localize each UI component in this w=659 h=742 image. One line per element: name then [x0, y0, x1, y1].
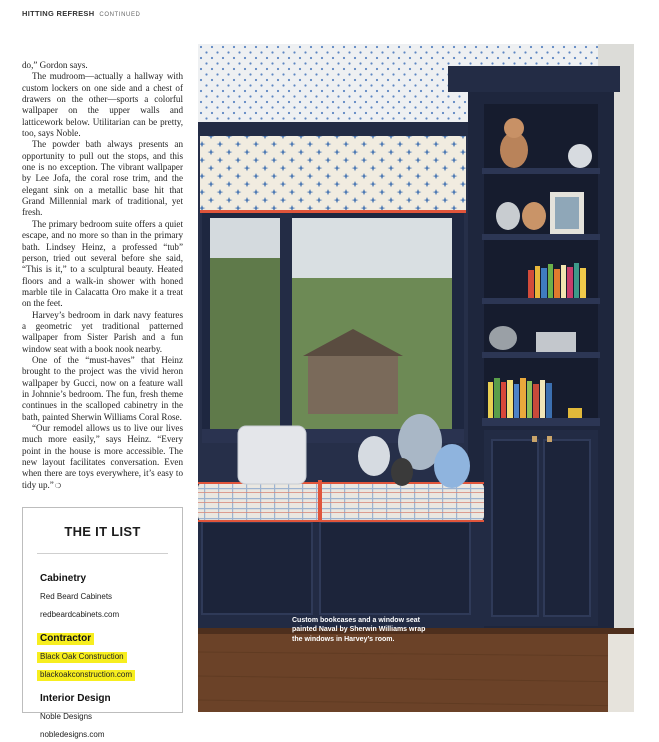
paragraph: One of the “must-haves” that Heinz brought to the project was the vivid heron wallpaper by Gucci, now on a feature wall in Johnnie’s bedroom. The fun, fresh theme continues in the scalloped cabinetry in the bath, painted Sherwin Williams Coral Rose. — [22, 354, 183, 422]
entry-url[interactable]: redbeardcabinets.com — [40, 610, 120, 619]
running-header — [22, 9, 141, 18]
it-list-box — [22, 507, 183, 739]
end-mark: ❍ — [54, 481, 62, 490]
photo-caption: Custom bookcases and a window seat painted Naval by Sherwin Williams wrap the windows in Harvey’s room. — [292, 617, 426, 643]
entry-name: Noble Designs — [40, 712, 93, 721]
entry-category: Cabinetry — [40, 573, 87, 584]
entry-name: Black Oak Construction — [40, 652, 124, 661]
bedroom-illustration — [198, 44, 634, 712]
paragraph-last — [22, 423, 183, 492]
it-list-entry-interior-design — [40, 688, 182, 742]
divider — [37, 553, 168, 554]
paragraph: The mudroom—actually a hallway with custom lockers on one side and a chest of drawers on the other—sports a colorful wallpaper on the upper walls and latticework below. Utilitarian can be pretty, too, says Noble. — [22, 71, 183, 139]
paragraph: Harvey’s bedroom in dark navy features a geometric yet traditional patterned wallpaper from Sister Parish and a fun window seat with a book nook nearby. — [22, 309, 183, 354]
it-list-entry-cabinetry — [40, 568, 182, 622]
entry-url[interactable]: blackoakconstruction.com — [40, 670, 133, 679]
bedroom-photo — [198, 44, 634, 712]
entry-url[interactable]: nobledesigns.com — [40, 730, 105, 739]
it-list-title: THE IT LIST — [64, 524, 141, 539]
section-title: HITTING REFRESH — [22, 9, 95, 18]
paragraph: The powder bath always presents an opportunity to pull out the stops, and this one is no exception. The vibrant wallpaper by Lee Jofa, the coral rose trim, and the elegant sink on a metallic base hit that Grand Millennial mark of traditional, yet fresh. — [22, 139, 183, 218]
paragraph: The primary bedroom suite offers a quiet escape, and no more so than in the primary bath. Lindsey Heinz, a professed “tub” person, tried out several before she said, “This is it,” to a sculptural beauty. Heated floors and a walk-in shower with honed marble tile in Calacatta Oro make it a treat on the feet. — [22, 218, 183, 309]
entry-name: Red Beard Cabinets — [40, 592, 113, 601]
it-list-entries — [40, 568, 182, 742]
it-list-entry-contractor — [40, 628, 182, 682]
continued-label: CONTINUED — [99, 12, 141, 18]
entry-category: Interior Design — [40, 693, 111, 704]
paragraph-text: “Our remodel allows us to live our lives much more easily,” says Heinz. “Every point in the house is more accessible. The new layout facilitates conversation. Even when there are toys everywhere, it’s easy to tidy up.” — [22, 423, 183, 490]
paragraph: do,” Gordon says. — [22, 60, 88, 70]
entry-category: Contractor — [40, 633, 92, 644]
article-body — [22, 60, 183, 492]
